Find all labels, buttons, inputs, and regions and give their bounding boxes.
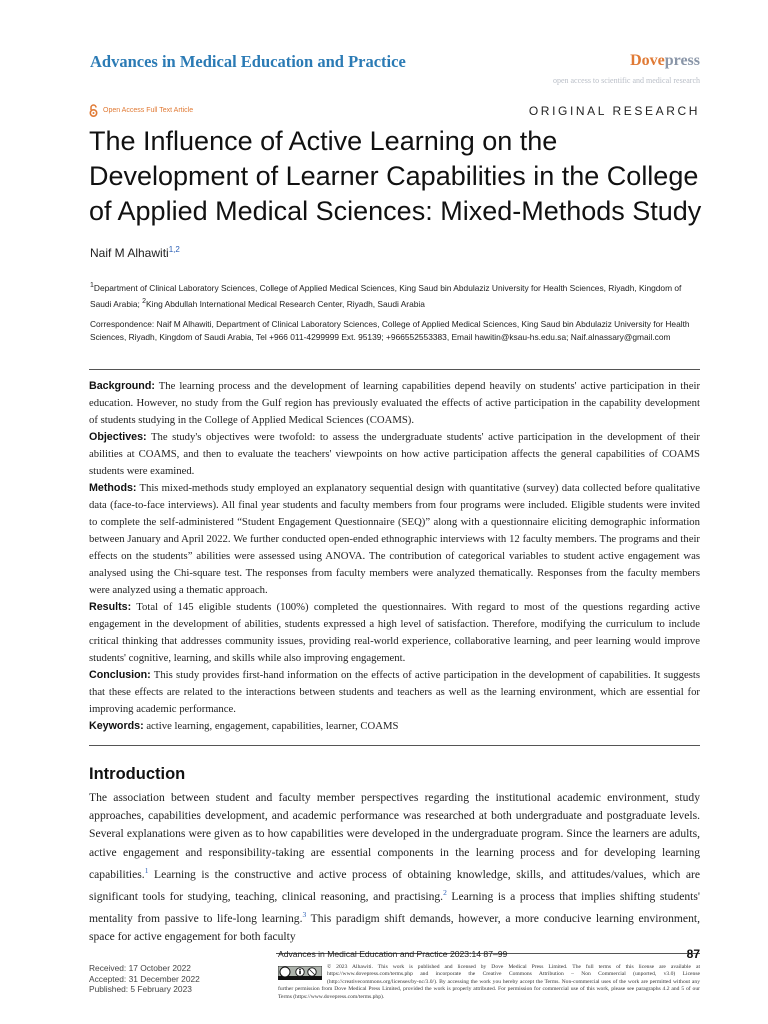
page-number: 87	[686, 947, 700, 961]
paragraph-text: Learning is the constructive and active process of obtaining knowledge, skills, and attitudes/values, which are significant tools for studying, teaching, clinical reasoning, and practising.	[89, 867, 700, 903]
section-label: Conclusion:	[89, 669, 151, 681]
footer-citation[interactable]: Advances in Medical Education and Practice 2023:14 87–99	[278, 949, 508, 959]
received-date: Received: 17 October 2022	[89, 963, 191, 973]
open-access-icon	[89, 104, 98, 117]
publisher-logo[interactable]	[630, 52, 700, 70]
cc-by-nc-license-icon[interactable]	[278, 966, 322, 980]
affiliation-2: King Abdullah International Medical Research Center, Riyadh, Saudi Arabia	[146, 298, 425, 309]
section-label: Methods:	[89, 482, 137, 494]
section-text: The study's objectives were twofold: to assess the undergraduate students' active participation in the development of their abilities at COAMS, and then to evaluate the teachers' viewpoints on how active participation affects the general capabilities of COAMS students were examined.	[89, 431, 700, 477]
affiliation-1: Department of Clinical Laboratory Sciences, College of Applied Medical Sciences, King Saud bin Abdulaziz University for Health Sciences, Riyadh, Kingdom of Saudi Arabia;	[90, 282, 682, 309]
open-access-badge	[89, 104, 193, 117]
accepted-date: Accepted: 31 December 2022	[89, 973, 200, 984]
license-text: © 2023 Alhawiti. This work is published and licensed by Dove Medical Press Limited. The full terms of this license are available at https://www.dovepress.com/terms.php and incorporate the Creative Commons Attribution – Non Commercial (unported, v3.0) License (http://creativecommons.org/licenses/by-nc/3.0/). By accessing the work you hereby accept the Terms. Non-commercial uses of the work are permitted without any further permission from Dove Medical Press Limited, provided the work is properly attributed. For permission for commercial use of this work, please see paragraphs 4.2 and 5 of our Terms (https://www.dovepress.com/terms.php).	[278, 964, 700, 1000]
section-label: Background:	[89, 380, 155, 392]
paragraph-text: Learning is a process that implies shifting students' mentality from passive to life-long learning.	[89, 889, 700, 925]
journal-name[interactable]: Advances in Medical Education and Practice	[90, 52, 406, 71]
abstract-conclusion	[89, 667, 700, 718]
abstract-bottom-rule	[89, 745, 700, 746]
author-line	[90, 245, 180, 260]
publisher-logo-press: press	[664, 52, 700, 69]
published-date: Published: 5 February 2023	[89, 984, 192, 994]
article-title: The Influence of Active Learning on the Development of Learner Capabilities in the College of Applied Medical Sciences: Mixed-Methods Study	[89, 126, 702, 226]
affiliation-sup: 2	[142, 297, 147, 305]
author-affiliation-sup[interactable]: 1,2	[168, 245, 180, 254]
section-text: This mixed-methods study employed an explanatory sequential design with quantitative (survey) data collected before qualitative data (face-to-face interviews). All final year students and faculty members from four programs were included. Eligible students were invited to complete the self-administered “Student Engagement Questionnaire (SEQ)” along with a questionnaire eliciting demographic information between January and April 2022. We further conducted open-ended ethnographic interviews with 12 faculty members. The programs and their effects on the students” abilities were assessed using ANOVA. The contribution of categorical variables to student active engagement was analysed using the Chi-square test. The responses from faculty members were analyzed thematically. Responses from the faculty members were analyzed using a thematic approach.	[89, 482, 700, 596]
license-block	[278, 964, 700, 1001]
affiliations	[90, 279, 702, 311]
abstract	[89, 378, 700, 735]
abstract-methods	[89, 480, 700, 599]
correspondence: Correspondence: Naif M Alhawiti, Department of Clinical Laboratory Sciences, College of Applied Medical Sciences, King Saud bin Abdulaziz University for Health Sciences, Riyadh, Kingdom of Saudi Arabia, Tel +966 011-4299999 Ext. 95139; +966552553383, Email hawitin@ksau-hs.edu.sa; Naif.alnassary@gmail.com	[90, 319, 690, 342]
paragraph-text: The association between student and faculty member perspectives regarding the institutional academic environment, study approaches, capabilities development, and academic performance was researched at both undergraduate and postgraduate levels. Several explanations were given as to how capabilities were developed in the undergraduate program. Since the learners are adults, active engagement and responsibility-taking are essential components in the learning process and for developing learning capabilities.	[89, 791, 700, 881]
citation-ref[interactable]: 3	[302, 909, 307, 919]
section-text: active learning, engagement, capabilities, learner, COAMS	[143, 720, 399, 732]
section-text: Total of 145 eligible students (100%) completed the questionnaires. With regard to most of the questions regarding active engagement in the development of abilities, students expressed a high level of satisfaction. Therefore, modifying the curriculum to include critical thinking that addresses community issues, providing real-world experience, collaborative learning, and peer learning would improve students' cognitive, learning, and skills while also improving engagement.	[89, 601, 700, 664]
publisher-tagline: open access to scientific and medical research	[552, 76, 700, 85]
paragraph-text: This paradigm shift demands, however, a more conducive learning environment, space for active engagement for both faculty	[89, 911, 700, 943]
abstract-top-rule	[89, 369, 700, 370]
introduction-heading: Introduction	[89, 765, 186, 783]
section-text: This study provides first-hand information on the effects of active participation in the development of capabilities. It suggests that these effects are related to the interactions between students and teachers as well as the learning environment, which are essential for improving academic performance.	[89, 669, 700, 715]
introduction-body	[89, 789, 700, 946]
section-label: Objectives:	[89, 431, 147, 443]
section-label: Keywords:	[89, 720, 144, 732]
abstract-objectives	[89, 429, 700, 480]
abstract-background	[89, 378, 700, 429]
abstract-results	[89, 599, 700, 667]
affiliation-sup: 1	[90, 282, 94, 289]
citation-ref[interactable]: 1	[144, 865, 149, 875]
section-label: Results:	[89, 601, 132, 613]
open-access-label: Open Access Full Text Article	[103, 107, 194, 114]
author-name[interactable]: Naif M Alhawiti	[90, 246, 169, 260]
article-dates	[89, 963, 200, 995]
publisher-logo-dove: Dove	[630, 52, 665, 69]
section-text: The learning process and the development of learning capabilities depend heavily on students' active participation in their education. However, no study from the Gulf region has previously evaluated the effects of active participation in the capability development of students studying in the College of Applied Medical Sciences (COAMS).	[89, 380, 700, 426]
citation-ref[interactable]: 2	[443, 887, 447, 897]
article-type: ORIGINAL RESEARCH	[528, 104, 700, 118]
abstract-keywords	[89, 718, 700, 735]
